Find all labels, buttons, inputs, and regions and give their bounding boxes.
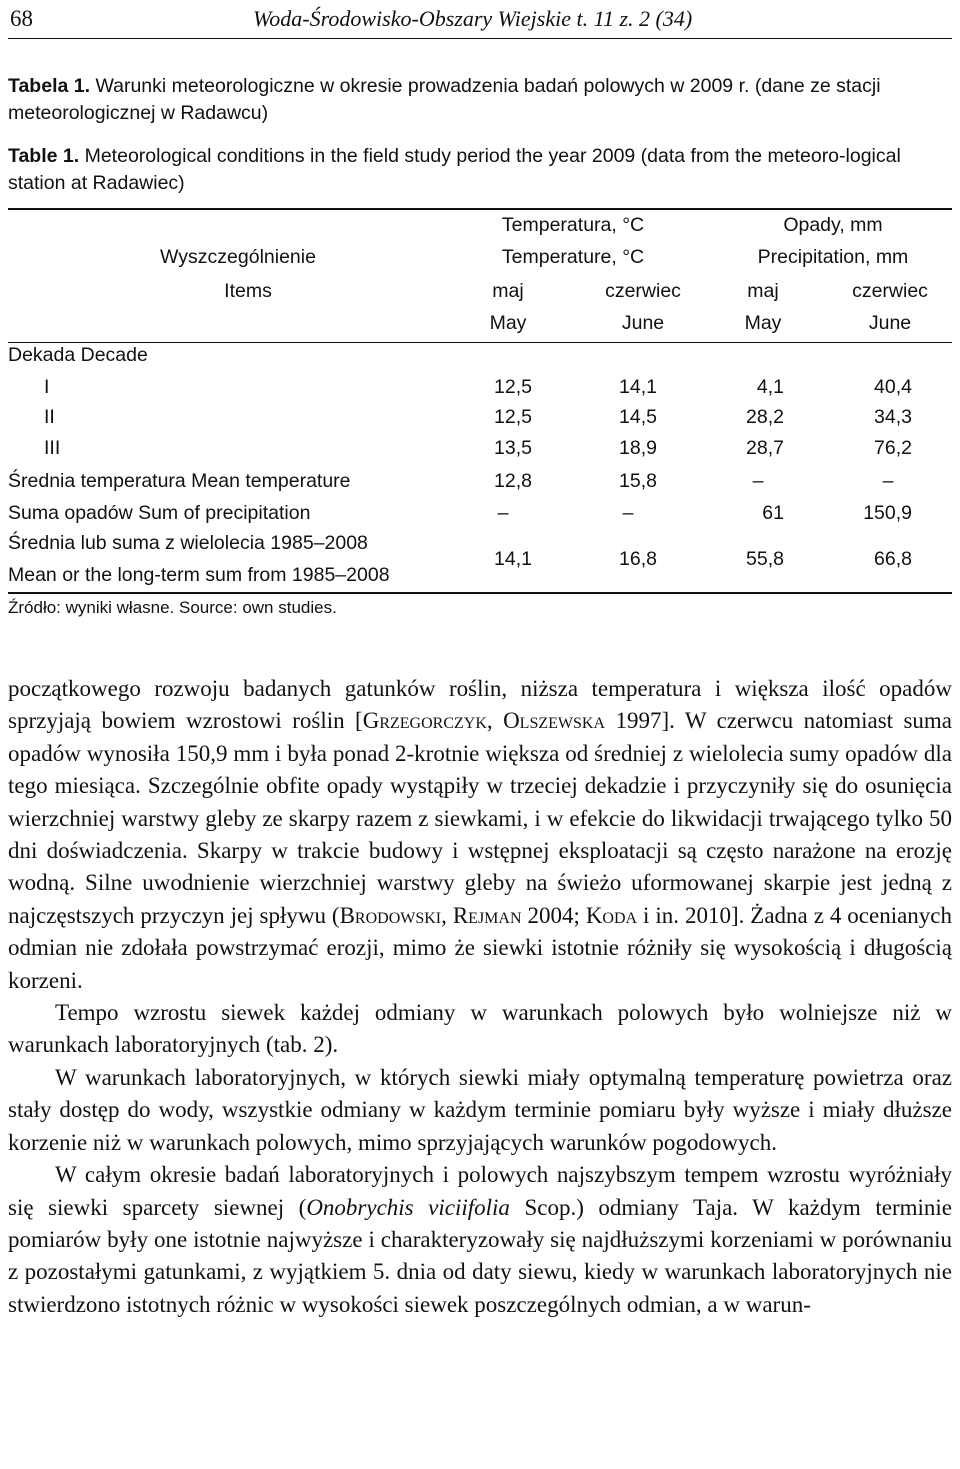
cell-value: 150,9 <box>863 502 912 524</box>
row-label: II <box>44 406 55 428</box>
cell-value: – <box>752 470 764 492</box>
cell-value: 55,8 <box>746 548 784 570</box>
cell-value: 4,1 <box>756 376 784 398</box>
paragraph: Tempo wzrostu siewek każdej odmiany w warunkach polowych było wolniejsze niż w warunkach laboratoryjnych (tab. 2). <box>8 1000 952 1058</box>
citation-author: Koda <box>585 902 638 928</box>
cell-value: 12,5 <box>494 376 532 398</box>
cell-value: 28,7 <box>746 437 784 459</box>
col-may-en-temp: May <box>489 312 527 334</box>
cell-value: 40,4 <box>874 376 912 398</box>
paragraph <box>8 1159 952 1321</box>
cell-value: 13,5 <box>494 437 532 459</box>
col-june-en-precip: June <box>868 312 912 334</box>
cell-value: – <box>497 502 509 524</box>
table-bottom-rule <box>8 592 952 594</box>
page-number: 68 <box>10 6 33 31</box>
text-run: , <box>486 708 504 734</box>
precip-header-en: Precipitation, mm <box>757 246 909 268</box>
cell-value: 14,1 <box>494 548 532 570</box>
text-run: i in. 2010]. Żadna z 4 ocenianych odmian nie zdołała powstrzymać erozji, mimo że siewki istotnie różniły się wysokością i długością korzeni. <box>8 902 953 993</box>
caption-label-en: Table 1. <box>8 145 80 167</box>
cell-value: 61 <box>762 502 784 524</box>
col-may-pl-precip: maj <box>747 280 779 302</box>
cell-value: 14,5 <box>619 406 657 428</box>
temp-header-pl: Temperatura, °C <box>501 214 645 236</box>
table-source-note: Źródło: wyniki własne. Source: own studies. <box>8 598 337 617</box>
running-header <box>8 4 952 39</box>
precip-header-pl: Opady, mm <box>783 214 883 236</box>
citation-author: Rejman <box>452 902 522 928</box>
temp-header-en: Temperature, °C <box>501 246 645 268</box>
items-header-pl: Wyszczególnienie <box>160 246 316 268</box>
row-label: III <box>44 437 61 459</box>
caption-label-pl: Tabela 1. <box>8 75 91 97</box>
table-caption-en <box>8 143 952 197</box>
table-header-rule <box>8 342 952 343</box>
citation-author: Brodowski <box>339 902 442 928</box>
cell-value: 14,1 <box>619 376 657 398</box>
col-may-pl-temp: maj <box>492 280 524 302</box>
col-june-pl-temp: czerwiec <box>605 280 681 302</box>
text-run: 1997]. W czerwcu natomiast suma opadów wynosiła 150,9 mm i była ponad 2-krotnie większa od średniej z wielolecia sumy opadów dla tego miesiąca. Szczególnie obfite opady wystąpiły w trzeciej dekadzie i przyczyniły się do osunięcia wierzchniej warstwy gleby ze skarpy razem z siewkami, i w efekcie do likwidacji trwającego tylko 50 dni doświadczenia. Skarpy w trakcie budowy i wstępnej eksploatacji są często narażone na erozję wodną. Silne uwodnienie wierzchniej warstwy gleby na świeżo uformowanej skarpie jest jedną z najczęstszych przyczyn jej spływu ( <box>8 708 953 928</box>
citation-author: Grzegorczyk <box>362 708 487 734</box>
journal-title: Woda-Środowisko-Obszary Wiejskie t. 11 z. 2 (34) <box>253 6 693 31</box>
cell-value: 66,8 <box>874 548 912 570</box>
species-name: Onobrychis viciifolia <box>306 1194 510 1220</box>
cell-value: 16,8 <box>619 548 657 570</box>
cell-value: 12,5 <box>494 406 532 428</box>
row-label: Średnia temperatura Mean temperature <box>8 470 351 492</box>
row-label: I <box>44 376 50 398</box>
row-label-longterm-en: Mean or the long-term sum from 1985–2008 <box>8 564 390 586</box>
text-run: W całym okresie badań laboratoryjnych i polowych najszybszym tempem wzrostu wyróżniały się siewki sparcety siewnej ( <box>8 1162 952 1220</box>
cell-value: 12,8 <box>494 470 532 492</box>
cell-value: – <box>882 470 894 492</box>
paragraph: W warunkach laboratoryjnych, w których siewki miały optymalną temperaturę powietrza oraz stały dostęp do wody, wszystkie odmiany w każdym terminie pomiaru były wyższe i miały dłuższe korzenie niż w warunkach polowych, mimo sprzyjających warunków pogodowych. <box>8 1064 952 1155</box>
cell-value: 28,2 <box>746 406 784 428</box>
cell-value: 18,9 <box>619 437 657 459</box>
body-text <box>8 673 952 1321</box>
caption-text-pl: Warunki meteorologiczne w okresie prowadzenia badań polowych w 2009 r. (dane ze stacji meteorologicznej w Radawcu) <box>8 75 881 124</box>
paragraph <box>8 673 952 997</box>
cell-value: – <box>622 502 634 524</box>
row-label: Suma opadów Sum of precipitation <box>8 502 311 524</box>
text-run: 2004; <box>521 902 586 928</box>
section-label-decade: Dekada Decade <box>8 344 148 366</box>
col-june-pl-precip: czerwiec <box>852 280 928 302</box>
text-run: , <box>441 902 453 928</box>
caption-text-en: Meteorological conditions in the field study period the year 2009 (data from the meteoro-logical station at Radawiec) <box>8 145 901 194</box>
text-run: początkowego rozwoju badanych gatunków roślin, niższa temperatura i większa ilość opadów sprzyjają bowiem wzrostowi roślin [ <box>8 676 952 734</box>
row-label-longterm-pl: Średnia lub suma z wielolecia 1985–2008 <box>8 532 368 554</box>
citation-author: Olszewska <box>503 708 606 734</box>
table-caption-pl <box>8 73 952 127</box>
col-may-en-precip: May <box>744 312 782 334</box>
col-june-en-temp: June <box>621 312 665 334</box>
text-run: Scop.) odmiany Taja. W każdym terminie pomiarów były one istotnie najwyższe i charakteryzowały się najdłuższymi korzeniami w porównaniu z pozostałymi gatunkami, z wyjątkiem 5. dnia od daty siewu, kiedy w warunkach laboratoryjnych nie stwierdzono istotnych różnic w wysokości siewek poszczególnych odmian, a w warun- <box>8 1194 952 1317</box>
table-top-rule <box>8 208 952 210</box>
cell-value: 15,8 <box>619 470 657 492</box>
items-header-en: Items <box>224 280 272 302</box>
cell-value: 76,2 <box>874 437 912 459</box>
cell-value: 34,3 <box>874 406 912 428</box>
